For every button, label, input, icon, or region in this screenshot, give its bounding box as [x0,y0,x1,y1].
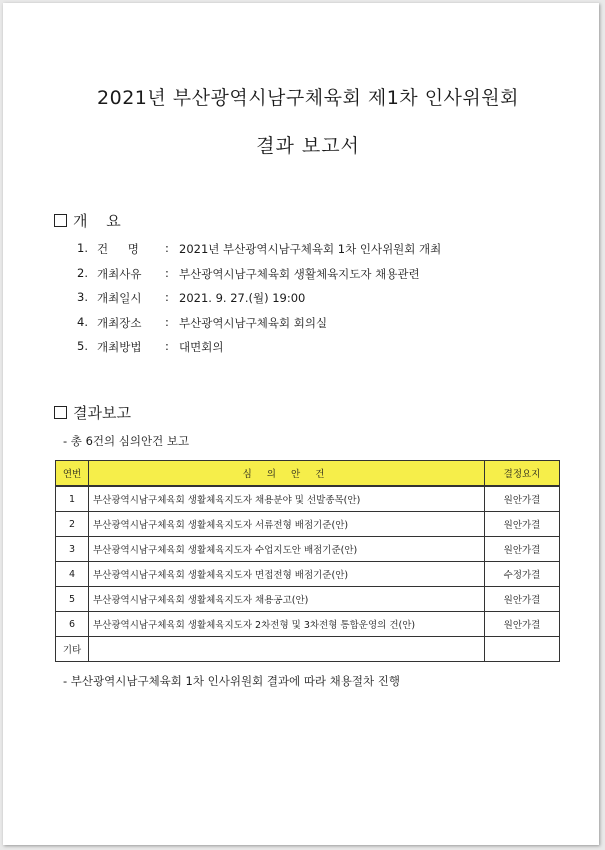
row-number: 1 [56,486,89,512]
overview-item-number: 2. [77,265,88,280]
results-table [55,460,560,662]
overview-item [77,290,441,315]
overview-list [77,241,441,364]
overview-item-separator: : [165,290,169,304]
overview-heading-text: 개 요 [73,212,121,230]
table-header-row [56,461,560,487]
overview-item-label: 개최일시 [97,291,142,305]
overview-item [77,339,441,364]
row-agenda: 부산광역시남구체육회 생활체육지도자 채용공고(안) [89,587,485,612]
row-agenda: 부산광역시남구체육회 생활체육지도자 수업지도안 배점기준(안) [89,537,485,562]
overview-item-number: 3. [77,290,88,304]
document-subtitle: 결과 보고서 [256,135,360,157]
document-title: 2021년 부산광역시남구체육회 제1차 인사위원회 [97,87,519,109]
row-number: 6 [56,612,89,637]
overview-item-value: 대면회의 [179,340,224,354]
table-row-other [56,637,560,662]
row-agenda: 부산광역시남구체육회 생활체육지도자 서류전형 배점기준(안) [89,512,485,537]
overview-item-value: 부산광역시남구체육회 회의실 [179,315,328,330]
row-number: 2 [56,512,89,537]
row-decision: 수정가결 [485,562,560,587]
overview-item-label: 건 명 [97,242,139,256]
row-other-decision [485,637,560,662]
row-decision: 원안가결 [485,537,560,562]
overview-item-value: 2021년 부산광역시남구체육회 1차 인사위원회 개최 [179,242,442,256]
overview-item [77,315,441,340]
column-header-decision: 결정요지 [485,461,560,487]
checkbox-square-icon [54,214,67,227]
table-row [56,537,560,562]
overview-item-separator: : [165,339,169,353]
row-agenda: 부산광역시남구체육회 생활체육지도자 2차전형 및 3차전형 통합운영의 건(안) [89,612,485,637]
overview-item-value: 2021. 9. 27.(월) 19:00 [179,291,306,305]
checkbox-square-icon [54,406,67,419]
overview-item-separator: : [165,265,169,280]
row-number: 5 [56,587,89,612]
overview-item-number: 1. [77,241,88,255]
results-subnote: - 총 6건의 심의안건 보고 [63,434,190,448]
overview-item-label: 개최사유 [97,266,142,281]
row-decision: 원안가결 [485,486,560,512]
column-header-number: 연번 [56,461,89,487]
table-row [56,512,560,537]
overview-item-label: 개최방법 [97,340,142,354]
row-decision: 원안가결 [485,587,560,612]
overview-item-number: 5. [77,339,88,353]
overview-item-value: 부산광역시남구체육회 생활체육지도자 채용관련 [179,266,420,281]
overview-item-number: 4. [77,314,88,329]
overview-item-separator: : [165,314,169,329]
overview-item [77,241,441,266]
overview-item [77,266,441,291]
table-row [56,587,560,612]
row-decision: 원안가결 [485,612,560,637]
column-header-agenda: 심 의 안 건 [89,461,485,487]
row-agenda: 부산광역시남구체육회 생활체육지도자 면접전형 배점기준(안) [89,562,485,587]
row-number: 4 [56,562,89,587]
results-heading-text: 결과보고 [73,404,131,422]
results-footnote: - 부산광역시남구체육회 1차 인사위원회 결과에 따라 채용절차 진행 [63,674,400,688]
table-row [56,612,560,637]
table-row [56,486,560,512]
overview-item-separator: : [165,241,169,255]
overview-heading [54,210,121,231]
document-page [3,3,599,845]
overview-item-label: 개최장소 [97,315,142,330]
row-other-label: 기타 [56,637,89,662]
row-decision: 원안가결 [485,512,560,537]
row-agenda: 부산광역시남구체육회 생활체육지도자 채용분야 및 선발종목(안) [89,486,485,512]
results-heading [54,402,131,423]
table-row [56,562,560,587]
row-number: 3 [56,537,89,562]
row-other-agenda [89,637,485,662]
